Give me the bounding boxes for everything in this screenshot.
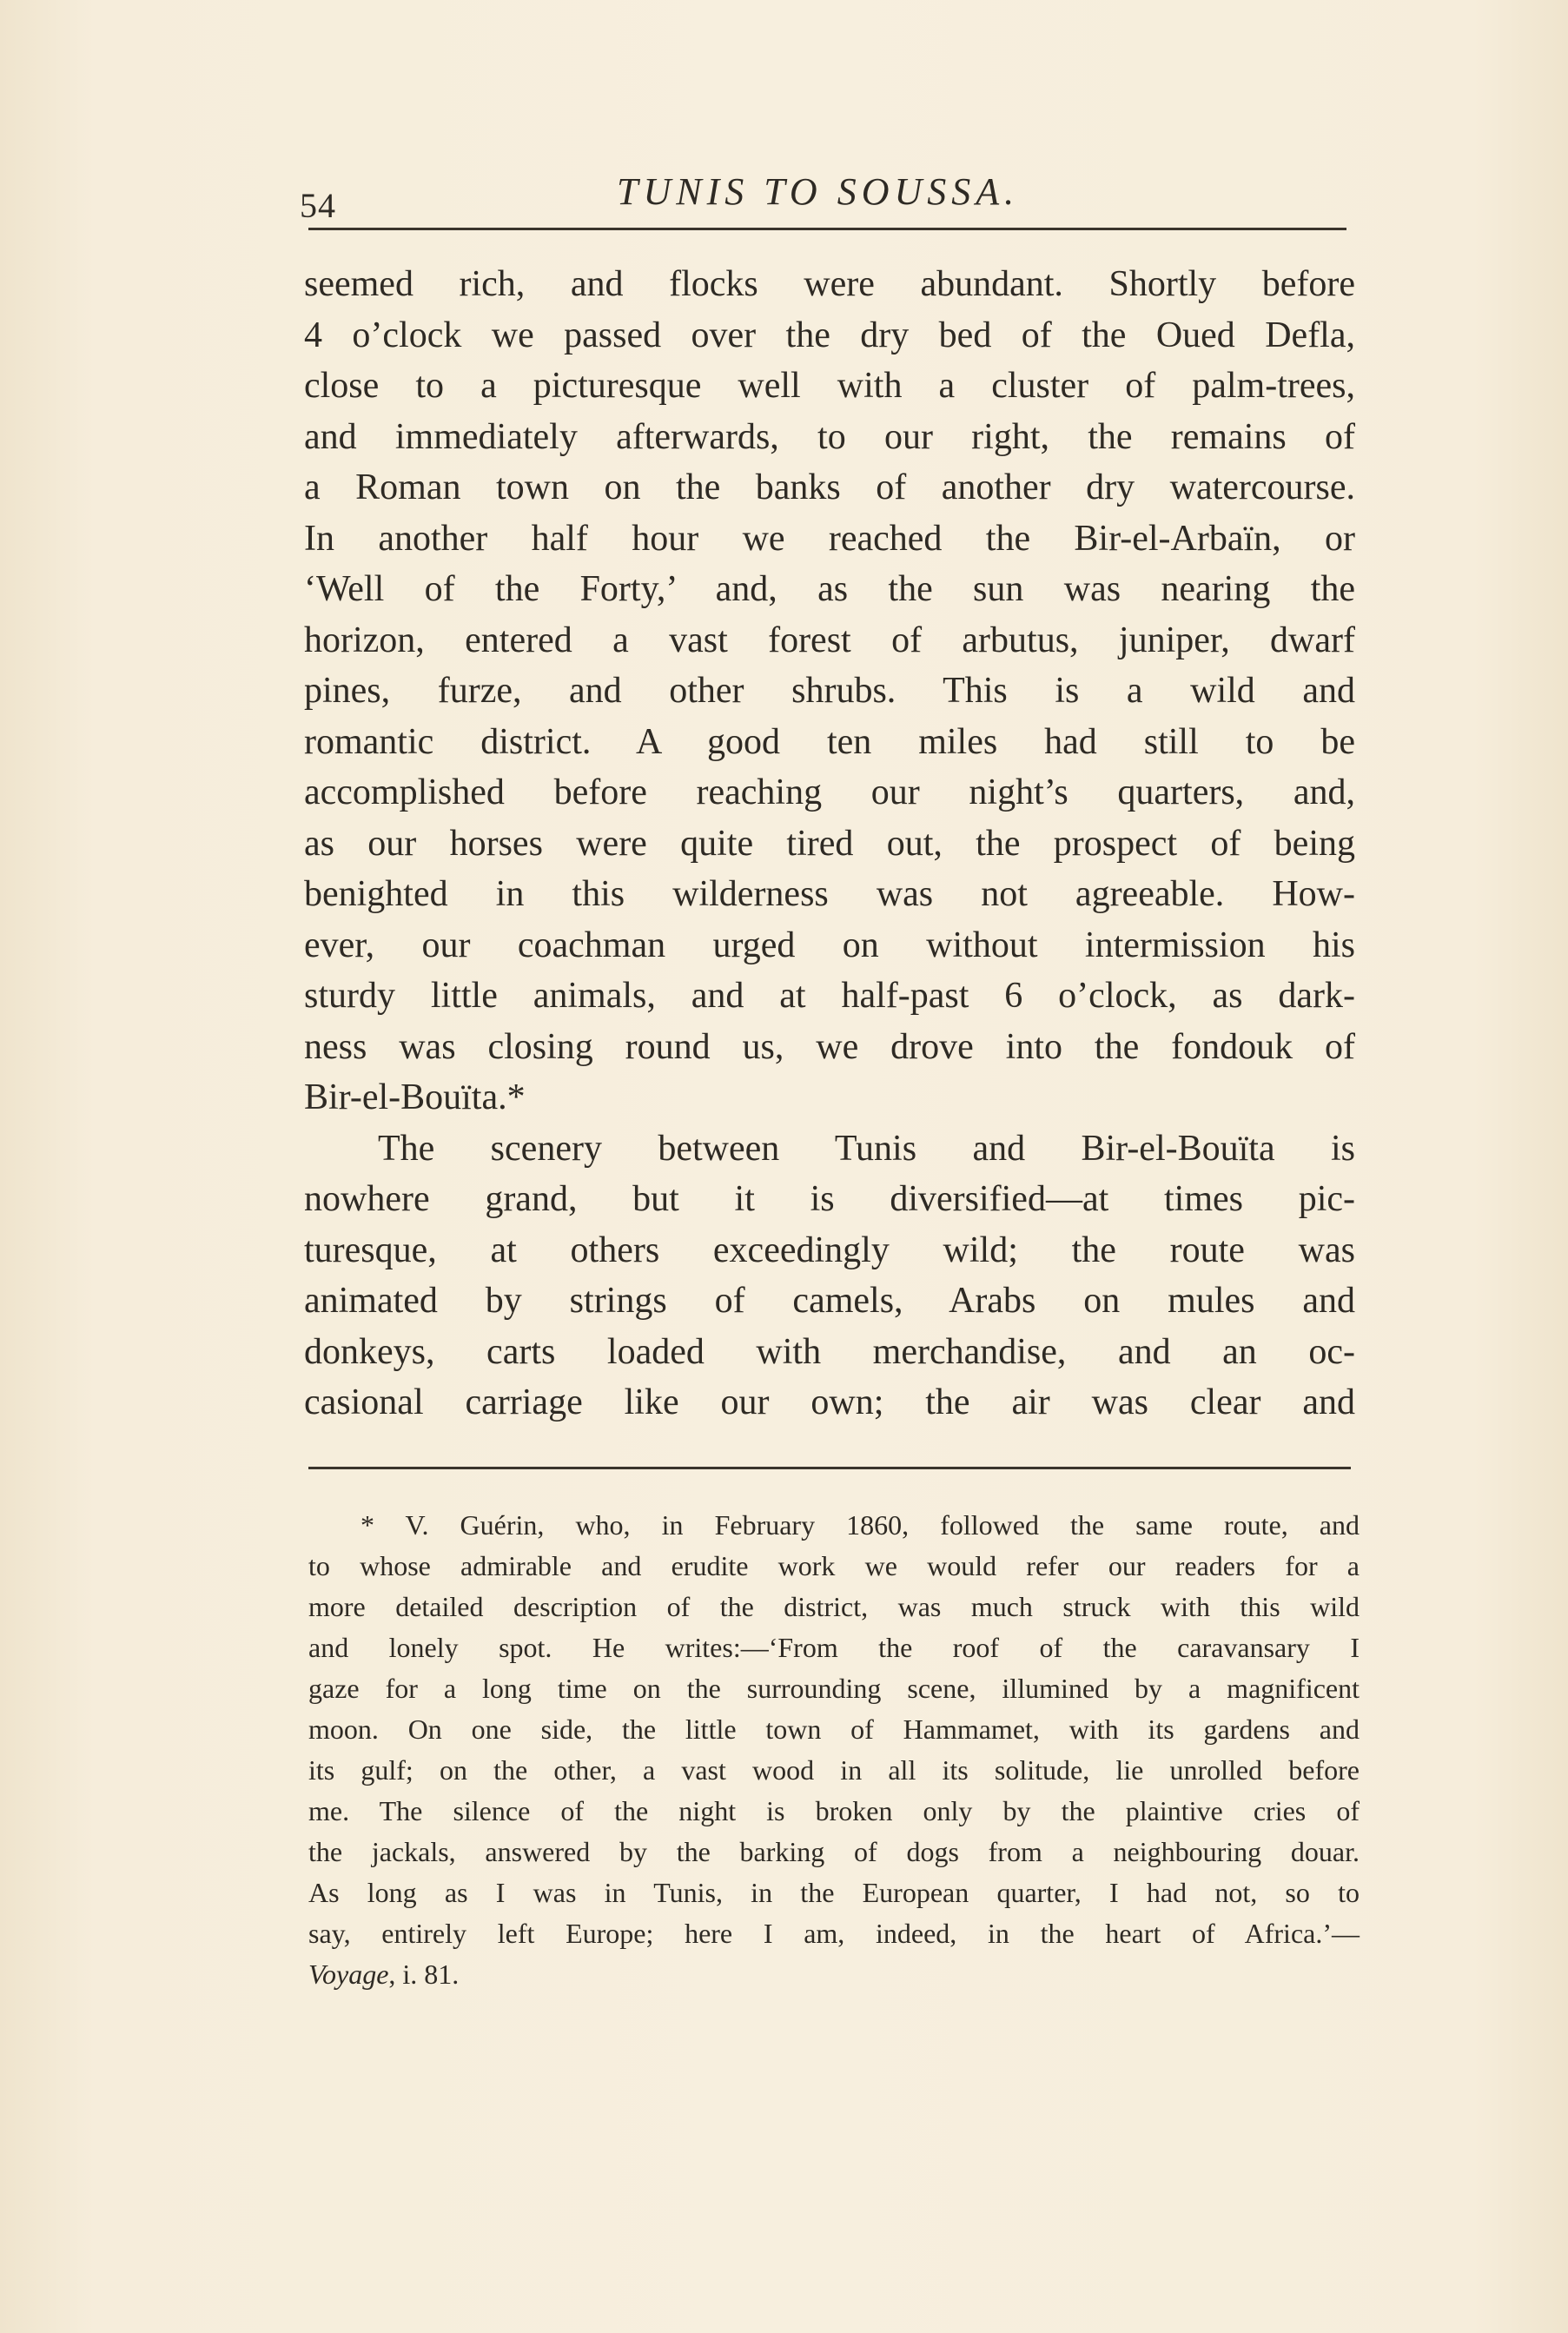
- body-line: and immediately afterwards, to our right, the remains of: [304, 416, 1355, 457]
- page-number: 54: [300, 186, 336, 225]
- footnote: [308, 1505, 1360, 1995]
- body-line: seemed rich, and flocks were abundant. Shortly before: [304, 264, 1355, 304]
- body-line: ever, our coachman urged on without intermission his: [304, 925, 1355, 965]
- footnote-line: its gulf; on the other, a vast wood in all its solitude, lie unrolled before: [308, 1754, 1360, 1786]
- footnote-line: * V. Guérin, who, in February 1860, followed the same route, and: [361, 1509, 1360, 1541]
- body-line: turesque, at others exceedingly wild; the route was: [304, 1229, 1355, 1270]
- body-line: close to a picturesque well with a cluster of palm-trees,: [304, 366, 1355, 406]
- footnote-line: to whose admirable and erudite work we would refer our readers for a: [308, 1550, 1360, 1581]
- footnote-line: me. The silence of the night is broken only by the plaintive cries of: [308, 1795, 1360, 1826]
- body-line: The scenery between Tunis and Bir-el-Bouïta is: [378, 1128, 1355, 1169]
- running-title: TUNIS TO SOUSSA.: [617, 170, 1020, 213]
- footnote-line: more detailed description of the district, was much struck with this wild: [308, 1591, 1360, 1622]
- body-line: In another half hour we reached the Bir-el-Arbaïn, or: [304, 518, 1355, 559]
- body-line: animated by strings of camels, Arabs on mules and: [304, 1281, 1355, 1321]
- footnote-line: moon. On one side, the little town of Hammamet, with its gardens and: [308, 1713, 1360, 1745]
- body-line: 4 o’clock we passed over the dry bed of the Oued Defla,: [304, 315, 1355, 355]
- citation-title: Voyage: [308, 1959, 389, 1990]
- body-line: accomplished before reaching our night’s quarters, and,: [304, 772, 1355, 812]
- footnote-line: As long as I was in Tunis, in the European quarter, I had not, so to: [308, 1877, 1360, 1908]
- body-line: as our horses were quite tired out, the prospect of being: [304, 823, 1355, 864]
- footnote-line: and lonely spot. He writes:—‘From the roof of the caravansary I: [308, 1632, 1360, 1663]
- body-text: [304, 259, 1355, 1428]
- body-line: ness was closing round us, we drove into the fondouk of: [304, 1026, 1355, 1067]
- citation-ref: , i. 81.: [388, 1959, 460, 1990]
- footnote-line: the jackals, answered by the barking of dogs from a neighbouring douar.: [308, 1836, 1360, 1867]
- body-line: a Roman town on the banks of another dry watercourse.: [304, 467, 1355, 507]
- footnote-rule: [308, 1467, 1351, 1469]
- page-header: [300, 161, 1351, 230]
- body-line: casional carriage like our own; the air was clear and: [304, 1382, 1355, 1422]
- body-line: romantic district. A good ten miles had still to be: [304, 721, 1355, 762]
- body-line: horizon, entered a vast forest of arbutus, juniper, dwarf: [304, 620, 1355, 660]
- header-rule: [308, 228, 1346, 230]
- footnote-citation: [308, 1954, 1360, 1995]
- body-line: ‘Well of the Forty,’ and, as the sun was nearing the: [304, 569, 1355, 609]
- footnote-line: gaze for a long time on the surrounding scene, illumined by a magnificent: [308, 1673, 1360, 1704]
- body-line: nowhere grand, but it is diversified—at times pic-: [304, 1179, 1355, 1219]
- body-line: Bir-el-Bouïta.*: [304, 1077, 526, 1117]
- body-line: donkeys, carts loaded with merchandise, and an oc-: [304, 1331, 1355, 1372]
- footnote-line: say, entirely left Europe; here I am, indeed, in the heart of Africa.’—: [308, 1918, 1360, 1949]
- body-line: benighted in this wilderness was not agreeable. How-: [304, 874, 1355, 914]
- body-line: pines, furze, and other shrubs. This is a wild and: [304, 671, 1355, 711]
- body-line: sturdy little animals, and at half-past 6 o’clock, as dark-: [304, 976, 1355, 1016]
